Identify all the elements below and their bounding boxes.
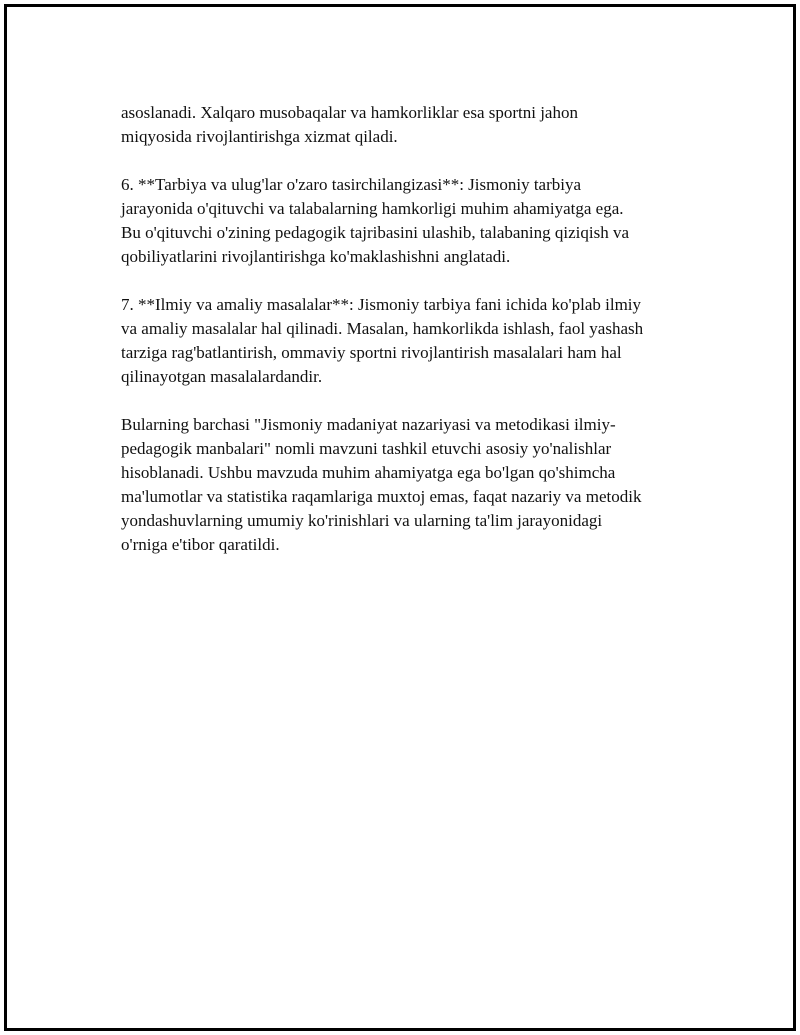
paragraph-continuation: asoslanadi. Xalqaro musobaqalar va hamkorliklar esa sportni jahon miqyosida rivojlantirishga xizmat qiladi.: [121, 103, 578, 146]
page-frame: [4, 4, 796, 1031]
paragraph-item-7: 7. **Ilmiy va amaliy masalalar**: Jismoniy tarbiya fani ichida ko'plab ilmiy va amaliy masalalar hal qilinadi. Masalan, hamkorlikda ishlash, faol yashash tarziga rag'batlantirish, ommaviy sportni rivojlantirish masalalari ham hal qilinayotgan masalalardandir.: [121, 295, 644, 386]
paragraph-item-6: 6. **Tarbiya va ulug'lar o'zaro tasirchilangizasi**: Jismoniy tarbiya jarayonida o'qituvchi va talabalarning hamkorligi muhim ahamiyatga ega. Bu o'qituvchi o'zining pedagogik tajribasini ulashib, talabaning qiziqish va qobiliyatlarini rivojlantirishga ko'maklashishni anglatadi.: [121, 175, 630, 266]
paragraph-summary: Bularning barchasi "Jismoniy madaniyat nazariyasi va metodikasi ilmiy- pedagogik manbalari" nomli mavzuni tashkil etuvchi asosiy yo'nalishlar hisoblanadi. Ushbu mavzuda muhim ahamiyatga ega bo'lgan qo'shimcha ma'lumotlar va statistika raqamlariga muxtoj emas, faqat nazariy va metodik yondashuvlarning umumiy ko'rinishlari va ularning ta'lim jarayonidagi o'rniga e'tibor qaratildi.: [121, 415, 642, 554]
document-body: [121, 101, 681, 581]
